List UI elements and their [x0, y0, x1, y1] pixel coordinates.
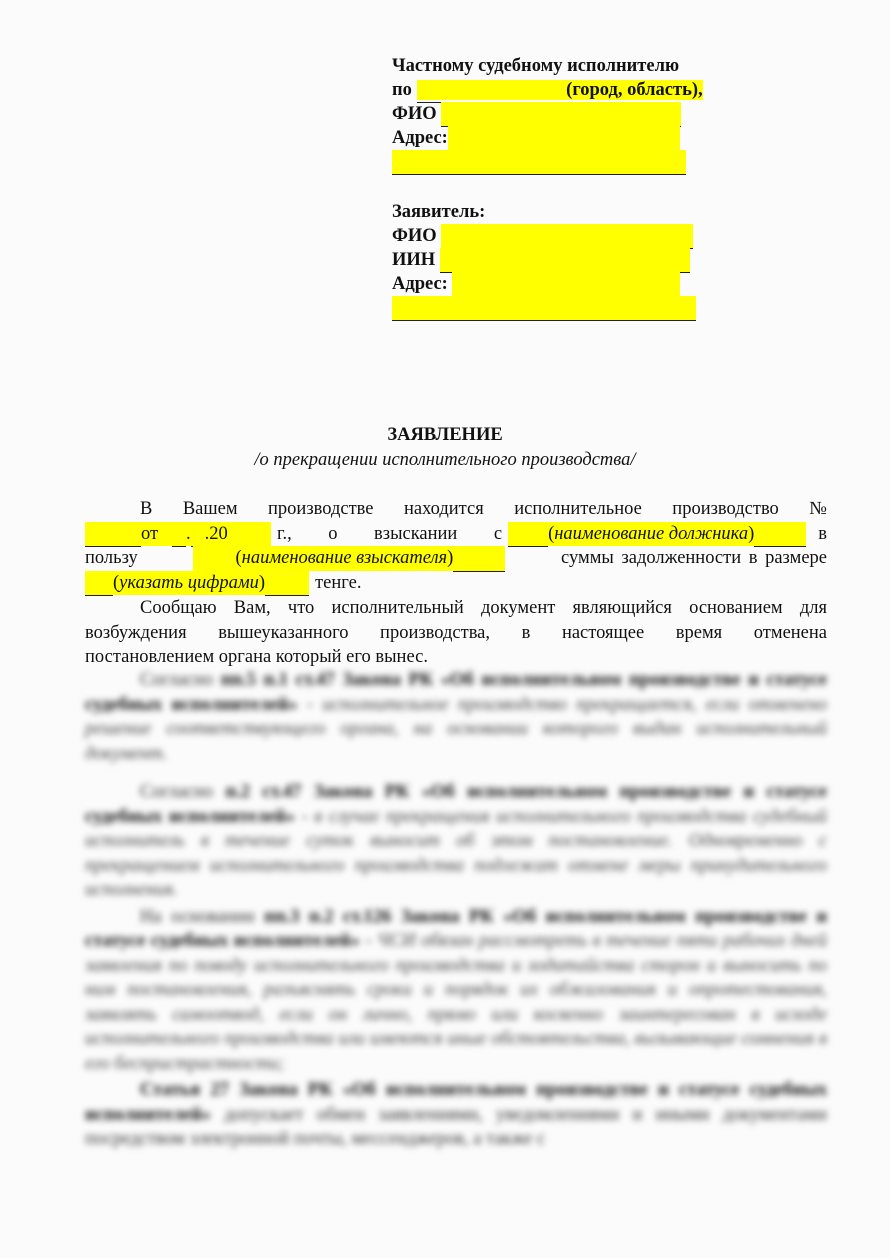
lead: На основании: [140, 906, 255, 927]
date-dot: .: [185, 523, 191, 544]
applicant-iin-row: [392, 248, 732, 272]
word: отменена: [753, 622, 827, 643]
word: производстве: [268, 499, 374, 519]
addressee-prefix: по: [392, 80, 412, 100]
year-suffix: г., о взыскании с: [277, 523, 503, 544]
applicant-iin-field[interactable]: [440, 248, 690, 273]
number-sign: №: [809, 499, 827, 519]
from-label: от: [141, 523, 159, 544]
p2-line1: Сообщаю Вам, что исполнительный документ являющийся основанием для: [140, 598, 827, 618]
addressee-line1: Частному судебному исполнителю: [392, 56, 680, 76]
applicant-fio-field[interactable]: [441, 224, 693, 249]
p2-line3: постановлением органа который его вынес.: [85, 647, 428, 667]
word: Вашем: [182, 499, 238, 519]
word: настоящее: [561, 622, 645, 643]
document-title: ЗАЯВЛЕНИЕ: [387, 425, 503, 445]
blurred-paragraph-2: [85, 780, 827, 903]
applicant-address-field[interactable]: [452, 272, 680, 297]
law-reference: пп.5 п.1 ст.47 Закона РК «Об исполнительном производстве и статусе судебных исполнителей»: [85, 670, 828, 715]
word: время: [675, 622, 723, 643]
applicant-block: [392, 200, 732, 320]
year-prefix: .20: [204, 523, 228, 544]
creditor-field[interactable]: (наименование взыскателя): [193, 546, 505, 571]
addressee-fio-label: ФИО: [392, 104, 437, 124]
addressee-block: [392, 54, 732, 174]
law-reference: пп.3 п.2 ст.126 Закона РК «Об исполнительном производстве и статусе судебных исполнителей»: [85, 906, 828, 951]
addressee-city-row: [392, 78, 732, 102]
body-text: допускает обмен заявлениями, уведомлениями и иными документами посредством электронной почты, мессенджеров, а также с: [85, 1104, 827, 1149]
word: вышеуказанного: [218, 622, 349, 643]
word: возбуждения: [85, 622, 187, 643]
document-subtitle: /о прекращении исполнительного производства/: [254, 450, 636, 470]
case-number-date-field[interactable]: [85, 522, 271, 547]
applicant-address-field-2[interactable]: [392, 296, 696, 321]
blurred-paragraph-1: [85, 668, 827, 766]
lead: Согласно: [140, 782, 214, 802]
amount-field[interactable]: (указать цифрами): [85, 571, 309, 596]
addressee-fio-row: [392, 102, 732, 126]
p1-line1: [85, 497, 827, 522]
amount-hint: указать цифрами: [119, 572, 259, 593]
applicant-fio-row: [392, 224, 732, 248]
city-hint: (город, область),: [566, 80, 703, 100]
addressee-address-row: [392, 126, 732, 150]
blurred-legal-text: [85, 668, 827, 1152]
blurred-paragraph-3: [85, 905, 827, 1077]
word: находится: [404, 499, 484, 519]
word: производства,: [380, 622, 491, 643]
applicant-address-label: Адрес:: [392, 274, 448, 294]
sum-text: суммы задолженности в размере: [561, 548, 827, 568]
paragraph-2: [85, 596, 827, 670]
creditor-hint: наименование взыскателя: [241, 548, 448, 568]
debtor-field[interactable]: (наименование должника): [508, 522, 806, 547]
quote: - ЧСИ обязан рассмотреть в течение пяти рабочих дней заявления по поводу исполнительного производства и ходатайства сторон и выносить по ним постановления, разъяснять сроки и порядок их обжалования и опротестования, заявлять самоотвод, если он лично, прямо или косвенно заинтересован в исходе исполнительного производства или имеются иные обстоятельства, вызывающие сомнения в его беспристрастности;: [85, 931, 827, 1074]
applicant-fio-label: ФИО: [392, 226, 437, 246]
word: в: [521, 622, 531, 643]
applicant-address-row2: [392, 296, 732, 320]
addressee-fio-field[interactable]: [441, 102, 681, 127]
applicant-heading: Заявитель:: [392, 202, 486, 222]
word: производство: [672, 499, 779, 519]
law-reference: п.2 ст.47 Закона РК «Об исполнительном производстве и статусе судебных исполнителей»: [85, 782, 827, 827]
p2-line2: [85, 621, 827, 646]
quote: - в случае прекращения исполнительного производства судебный исполнитель в течение суток выносит об этом постановление. Одновременно с прекращением исполнительного производства подлежат отмене меры принудительного исполнения.: [85, 806, 828, 900]
blurred-paragraph-4: [85, 1078, 827, 1152]
word: В: [140, 499, 153, 519]
addressee-address-row2: [392, 150, 732, 174]
addressee-address-field-2[interactable]: [392, 150, 686, 175]
p1-line4: [85, 571, 827, 596]
lead: Согласно: [140, 670, 214, 690]
p1-line2: [85, 522, 827, 547]
in-word: в: [818, 523, 827, 544]
addressee-address-label: Адрес:: [392, 128, 448, 148]
p1-line3: [85, 546, 827, 571]
applicant-iin-label: ИИН: [392, 250, 436, 270]
debtor-hint: наименование должника: [554, 523, 749, 544]
paragraph-1: [85, 497, 827, 595]
addressee-address-field[interactable]: [448, 126, 680, 151]
law-reference: Статья 27 Закона РК «Об исполнительном производстве и статусе судебных исполнителей»: [85, 1080, 827, 1125]
in-favor-word: пользу: [85, 548, 138, 568]
city-field[interactable]: [417, 80, 703, 100]
word: исполнительное: [514, 499, 642, 519]
currency-word: тенге.: [315, 572, 362, 593]
quote: - исполнительное производство прекращается, если отменено решение соответствующего органа, на основании которого выдан исполнительный документ.: [85, 694, 827, 764]
applicant-address-row: [392, 272, 732, 296]
